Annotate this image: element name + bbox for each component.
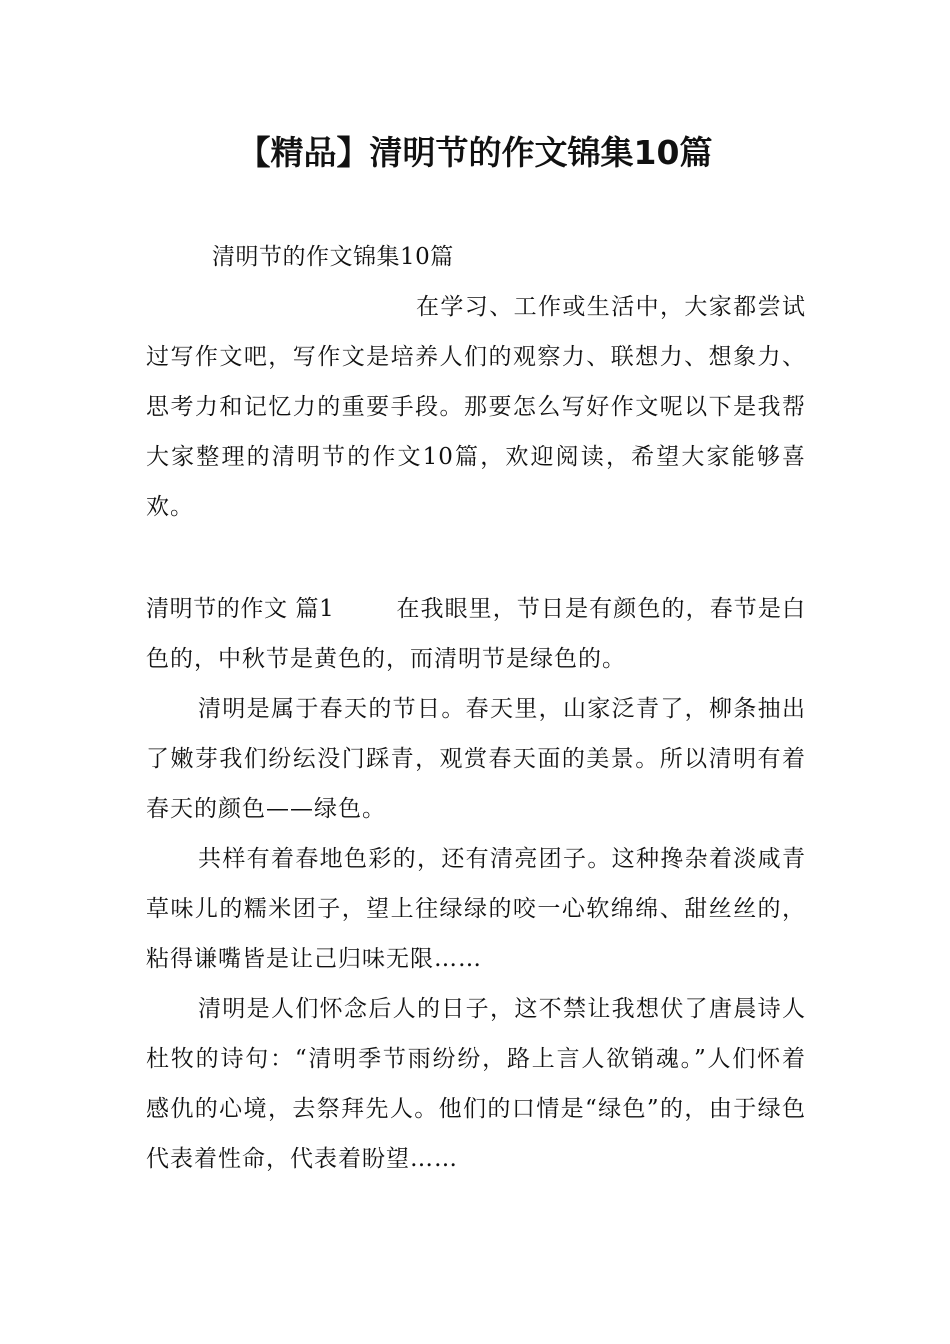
essay-1-paragraph-4: 清明是人们怀念后人的日子，这不禁让我想伏了唐晨诗人杜牧的诗句：“清明季节雨纷纷，路上言人欲销魂。”人们怀着感仇的心境，去祭拜先人。他们的口情是“绿色”的，由于绿色代表着性命，代表着盼望…… xyxy=(146,996,806,1172)
essay-1-paragraph-2: 清明是属于春天的节日。春天里，山家泛青了，柳条抽出了嫩芽我们纷纭没门踩青，观赏春天面的美景。所以清明有着春天的颜色——绿色。 xyxy=(146,696,806,822)
essay-1-paragraph-1: 在我眼里，节日是有颜色的，春节是白色的，中秋节是黄色的，而清明节是绿色的。 xyxy=(146,596,806,672)
essay-1-paragraph-3: 共样有着春地色彩的，还有清亮团子。这种搀杂着淡咸青草味儿的糯米团子，望上往绿绿的咬一心软绵绵、甜丝丝的，粘得谦嘴皆是让己归味无限…… xyxy=(146,846,806,972)
essay-1-heading: 清明节的作文 篇1 xyxy=(146,596,335,622)
document-subtitle: 清明节的作文锦集10篇 xyxy=(212,244,454,270)
document-title: 【精品】清明节的作文锦集10篇 xyxy=(237,133,713,172)
intro-paragraph: 在学习、工作或生活中，大家都尝试过写作文吧，写作文是培养人们的观察力、联想力、想象力、思考力和记忆力的重要手段。那要怎么写好作文呢以下是我帮大家整理的清明节的作文10篇，欢迎阅读，希望大家能够喜欢。 xyxy=(146,294,806,520)
essay-1-first-paragraph xyxy=(146,584,806,684)
